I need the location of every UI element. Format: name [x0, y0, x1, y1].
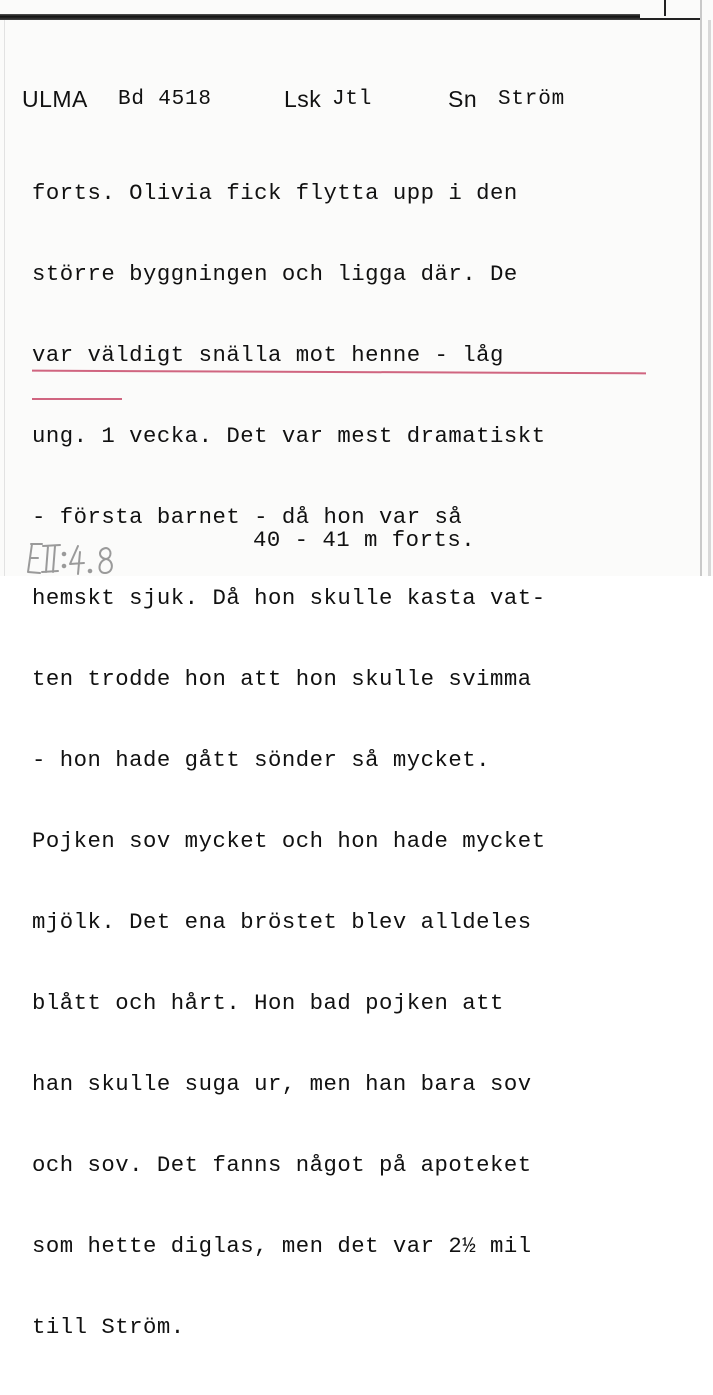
parish-code: Sn: [448, 86, 478, 112]
text-line: större byggningen och ligga där. De: [32, 261, 518, 287]
scan-right-edge: [708, 20, 711, 576]
record-number: Bd 4518: [118, 88, 212, 111]
red-underline-2: [32, 398, 122, 400]
card-body-text: [32, 126, 546, 1395]
text-line-underlined: mjölk. Det ena bröstet blev alldeles: [32, 909, 532, 935]
text-line: och sov. Det fanns något på apoteket: [32, 1152, 532, 1178]
pencil-annotation: [22, 540, 142, 576]
footer-reference: 40 - 41 m forts.: [253, 527, 476, 553]
archive-label: ULMA: [22, 86, 88, 112]
corner-tick-mark: [664, 0, 666, 16]
region-code: Lsk: [284, 86, 322, 112]
text-line: - hon hade gått sönder så mycket.: [32, 747, 491, 773]
top-border-line-right: [640, 18, 700, 20]
text-line-underlined: Pojken sov mycket och hon hade mycket: [32, 828, 546, 854]
text-line: ung. 1 vecka. Det var mest dramatiskt: [32, 423, 546, 449]
text-line: var väldigt snälla mot henne - låg: [32, 342, 504, 368]
card-right-edge: [700, 0, 702, 576]
region-value: Jtl: [332, 88, 373, 111]
top-border-line: [0, 14, 640, 20]
text-line: han skulle suga ur, men han bara sov: [32, 1071, 532, 1097]
card-left-edge: [4, 20, 5, 576]
text-line: blått och hårt. Hon bad pojken att: [32, 990, 504, 1016]
text-line: som hette diglas, men det var 2½ mil: [32, 1233, 532, 1259]
text-line: - första barnet - då hon var så: [32, 504, 463, 530]
text-line: till Ström.: [32, 1314, 185, 1340]
text-line: forts. Olivia fick flytta upp i den: [32, 180, 518, 206]
text-line: hemskt sjuk. Då hon skulle kasta vat-: [32, 585, 546, 611]
parish-value: Ström: [498, 88, 566, 111]
text-line: ten trodde hon att hon skulle svimma: [32, 666, 532, 692]
